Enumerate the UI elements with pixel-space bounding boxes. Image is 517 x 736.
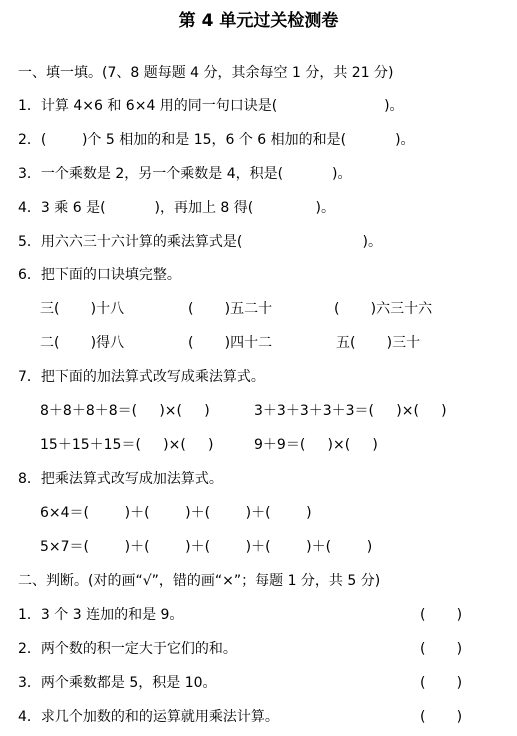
question-8: 8．把乘法算式改写成加法算式。	[18, 471, 223, 487]
q7-item-2: 3＋3＋3＋3＋3＝( )×( )	[254, 403, 447, 419]
question-1: 1．计算 4×6 和 6×4 用的同一句口诀是( )。	[18, 98, 404, 114]
q6-item-6: 五( )三十	[336, 335, 421, 351]
judge-item-2-blank: ( )	[420, 641, 463, 657]
judge-item-4-blank: ( )	[420, 709, 463, 725]
q6-item-2: ( )五二十	[188, 301, 273, 317]
q7-item-3: 15＋15＋15＝( )×( )	[40, 437, 214, 453]
page-title: 第 4 单元过关检测卷	[178, 11, 339, 31]
question-6: 6．把下面的口诀填完整。	[18, 267, 181, 283]
section1-header: 一、填一填。(7、8 题每题 4 分，其余每空 1 分，共 21 分)	[18, 65, 394, 81]
question-2: 2．( )个 5 相加的和是 15，6 个 6 相加的和是( )。	[18, 132, 415, 148]
q8-item-1: 6×4＝( )＋( )＋( )＋( )	[40, 505, 312, 521]
judge-item-2-text: 2．两个数的积一定大于它们的和。	[18, 641, 237, 657]
question-7: 7．把下面的加法算式改写成乘法算式。	[18, 369, 265, 385]
q6-item-4: 二( )得八	[40, 335, 125, 351]
judge-item-4-text: 4．求几个加数的和的运算就用乘法计算。	[18, 709, 279, 725]
judge-item-3-blank: ( )	[420, 675, 463, 691]
q6-item-3: ( )六三十六	[334, 301, 433, 317]
question-4: 4．3 乘 6 是( )，再加上 8 得( )。	[18, 200, 335, 216]
q7-item-1: 8＋8＋8＋8＝( )×( )	[40, 403, 210, 419]
question-3: 3．一个乘数是 2，另一个乘数是 4，积是( )。	[18, 166, 352, 182]
q6-item-5: ( )四十二	[188, 335, 273, 351]
judge-item-3-text: 3．两个乘数都是 5，积是 10。	[18, 675, 217, 691]
q7-item-4: 9＋9＝( )×( )	[254, 437, 378, 453]
question-5: 5．用六六三十六计算的乘法算式是( )。	[18, 234, 382, 250]
q6-item-1: 三( )十八	[40, 301, 125, 317]
q8-item-2: 5×7＝( )＋( )＋( )＋( )＋( )	[40, 539, 373, 555]
judge-item-1-blank: ( )	[420, 607, 463, 623]
section2-header: 二、判断。(对的画“√”，错的画“×”；每题 1 分，共 5 分)	[18, 573, 381, 589]
judge-item-1-text: 1．3 个 3 连加的和是 9。	[18, 607, 184, 623]
